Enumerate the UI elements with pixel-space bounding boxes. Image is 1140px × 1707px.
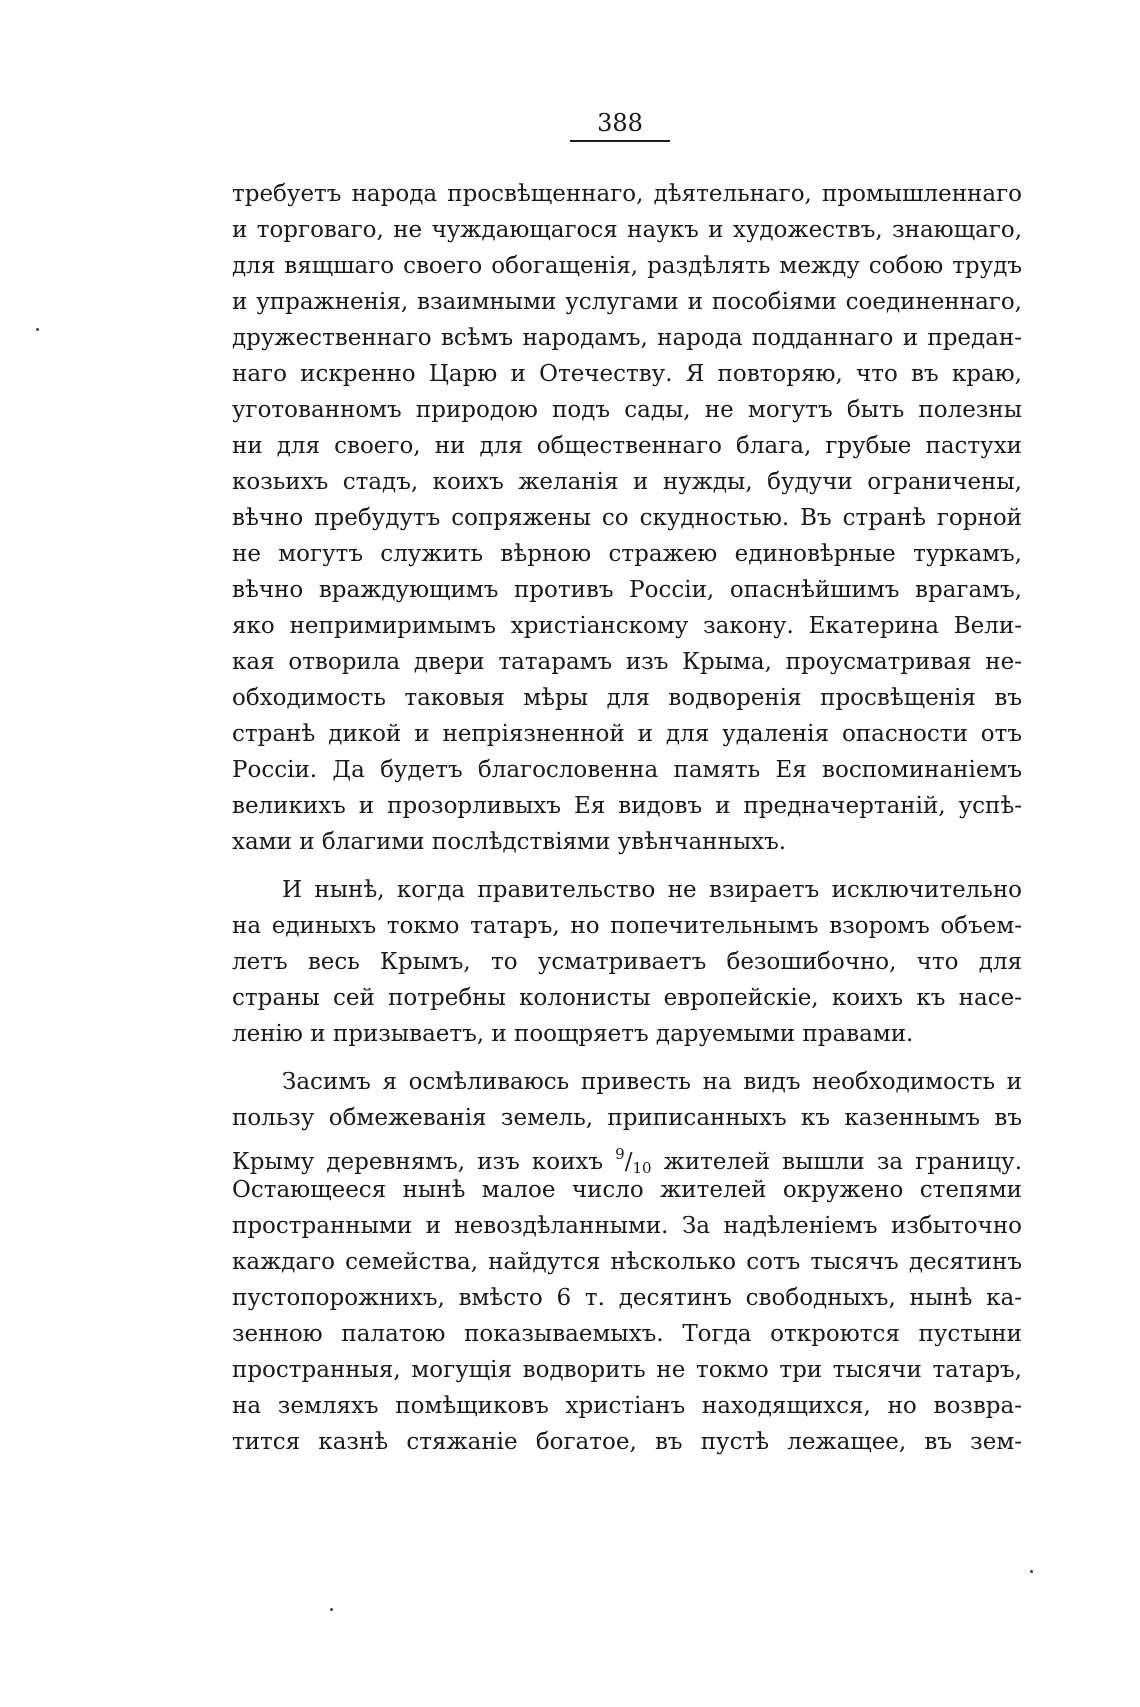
text-line: требуетъ народа просвѣщеннаго, дѣятельнаго, промышленнаго <box>232 181 1022 207</box>
text-line: Засимъ я осмѣливаюсь привесть на видъ необходимость и <box>282 1069 1022 1095</box>
page-number-rule <box>570 140 670 142</box>
scan-speck <box>330 1608 333 1611</box>
text-line: не могутъ служить вѣрною стражею единовѣрные туркамъ, <box>232 541 1022 567</box>
fraction-numerator: 9 <box>615 1145 625 1163</box>
text-line: на земляхъ помѣщиковъ христіанъ находящихся, но возвра- <box>232 1393 1022 1419</box>
text-line: и торговаго, не чуждающагося наукъ и художествъ, знающаго, <box>232 217 1022 243</box>
text-line: для вящшаго своего обогащенія, раздѣлять между собою трудъ <box>232 253 1022 279</box>
text-line: пространными и невоздѣланными. За надѣленіемъ избыточно <box>232 1213 1022 1239</box>
fraction-denominator: 10 <box>632 1159 652 1177</box>
page-number: 388 <box>597 109 643 137</box>
text-line: Остающееся нынѣ малое число жителей окружено степями <box>232 1177 1022 1203</box>
text-line: И нынѣ, когда правительство не взираетъ исключительно <box>282 877 1022 903</box>
paragraph <box>232 176 1022 860</box>
text-line: пустопорожнихъ, вмѣсто 6 т. десятинъ свободныхъ, нынѣ ка- <box>232 1285 1022 1311</box>
text-line: козьихъ стадъ, коихъ желанія и нужды, будучи ограничены, <box>232 469 1022 495</box>
text-line: вѣчно пребудутъ сопряжены со скудностью. Въ странѣ горной <box>232 505 1022 531</box>
paragraph <box>232 872 1022 1052</box>
text-segment: Крыму деревнямъ, изъ коихъ <box>232 1149 604 1175</box>
text-line: ленію и призываетъ, и поощряетъ даруемыми правами. <box>232 1021 914 1047</box>
text-line: и упражненія, взаимными услугами и пособіями соединеннаго, <box>232 289 1022 315</box>
text-line: наго искренно Царю и Отечеству. Я повторяю, что въ краю, <box>232 361 1022 387</box>
text-line: тится казнѣ стяжаніе богатое, въ пустѣ лежащее, въ зем- <box>232 1429 1022 1455</box>
paragraph <box>232 1064 1022 1460</box>
text-line: великихъ и прозорливыхъ Ея видовъ и предначертаній, успѣ- <box>232 793 1022 819</box>
text-line: каждаго семейства, найдутся нѣсколько сотъ тысячъ десятинъ <box>232 1249 1022 1275</box>
text-line: летъ весь Крымъ, то усматриваетъ безошибочно, что для <box>232 949 1022 975</box>
body-text <box>232 176 1022 1460</box>
text-line: странѣ дикой и непріязненной и для удаленія опасности отъ <box>232 721 1022 747</box>
text-line: дружественнаго всѣмъ народамъ, народа подданнаго и предан- <box>232 325 1022 351</box>
text-line: уготованномъ природою подъ сады, не могутъ быть полезны <box>232 397 1022 423</box>
text-line: вѣчно враждующимъ противъ Россіи, опаснѣйшимъ врагамъ, <box>232 577 1022 603</box>
text-line-with-fraction <box>232 1136 1023 1177</box>
text-line: пользу обмежеванія земель, приписанныхъ къ казеннымъ въ <box>232 1105 1022 1131</box>
text-line: Россіи. Да будетъ благословенна память Ея воспоминаніемъ <box>232 757 1022 783</box>
text-line: обходимость таковыя мѣры для водворенія просвѣщенія въ <box>232 685 1022 711</box>
scan-speck <box>36 328 39 331</box>
text-line: ни для своего, ни для общественнаго блага, грубые пастухи <box>232 433 1022 459</box>
text-line: хами и благими послѣдствіями увѣнчанныхъ. <box>232 829 787 855</box>
text-line: пространныя, могущія водворить не токмо три тысячи татаръ, <box>232 1357 1022 1383</box>
text-line: на единыхъ токмо татаръ, но попечительнымъ взоромъ объем- <box>232 913 1022 939</box>
scan-speck <box>1030 1570 1033 1573</box>
text-segment: жителей вышли за границу. <box>663 1149 1023 1175</box>
text-line: яко непримиримымъ христіанскому закону. Екатерина Вели- <box>232 613 1022 639</box>
text-line: зенною палатою показываемыхъ. Тогда откроются пустыни <box>232 1321 1022 1347</box>
text-line: страны сей потребны колонисты европейскіе, коихъ къ насе- <box>232 985 1022 1011</box>
fraction: $^9/_{10}$ <box>615 1145 652 1177</box>
text-line: кая отворила двери татарамъ изъ Крыма, проусматривая не- <box>232 649 1022 675</box>
